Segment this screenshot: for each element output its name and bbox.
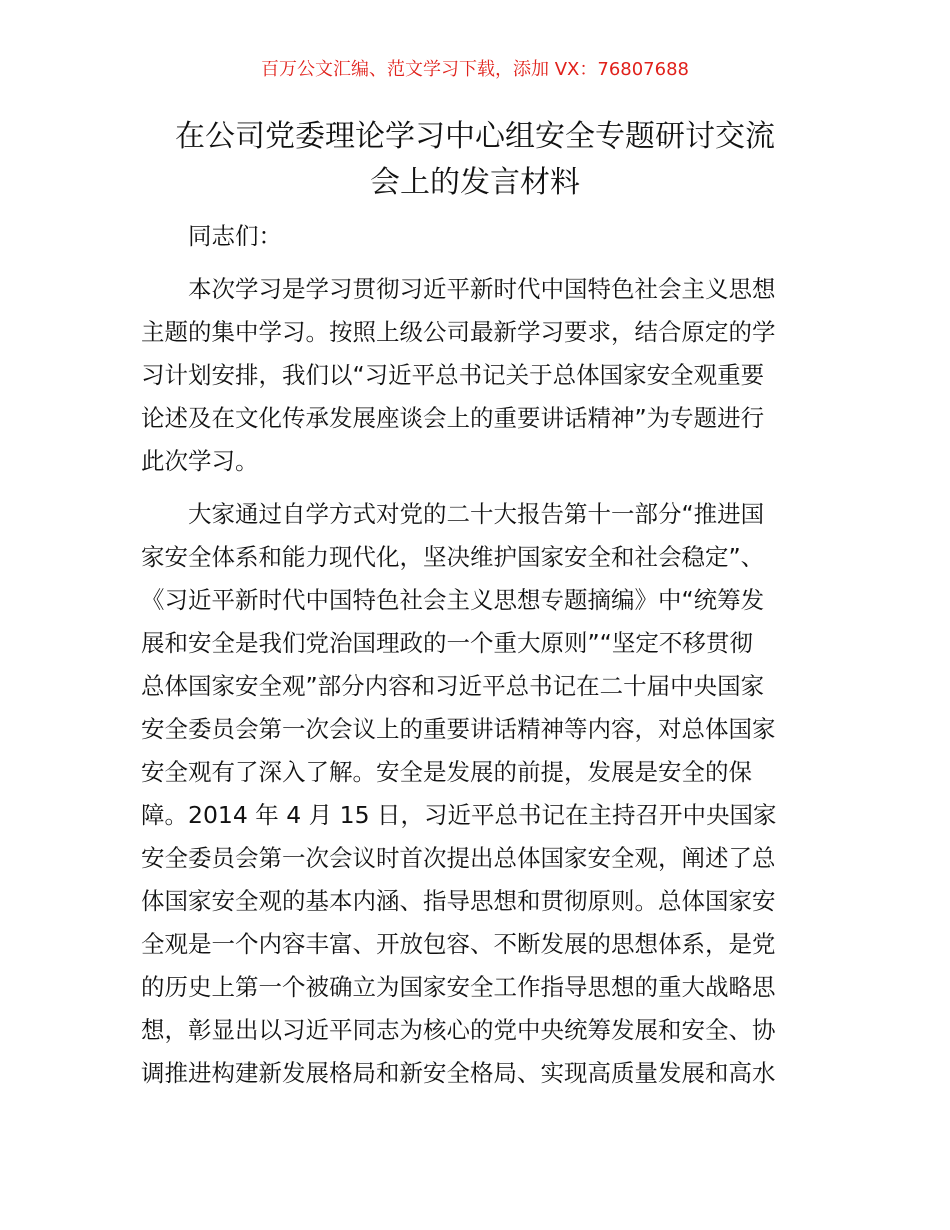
paragraph-2	[141, 493, 811, 1095]
paragraph-line: 安全委员会第一次会议上的重要讲话精神等内容，对总体国家	[141, 715, 776, 743]
document-body	[141, 215, 811, 1095]
paragraph-line: 《习近平新时代中国特色社会主义思想专题摘编》中“统筹发	[141, 586, 765, 614]
paragraph-line: 安全观有了深入了解。安全是发展的前提，发展是安全的保	[141, 758, 752, 786]
paragraph-line: 主题的集中学习。按照上级公司最新学习要求，结合原定的学	[141, 318, 776, 346]
paragraph-line: 总体国家安全观”部分内容和习近平总书记在二十届中央国家	[141, 672, 765, 700]
paragraph-line: 此次学习。	[141, 447, 259, 475]
paragraph-line: 展和安全是我们党治国理政的一个重大原则”“坚定不移贯彻	[141, 629, 753, 657]
paragraph-line: 本次学习是学习贯彻习近平新时代中国特色社会主义思想	[188, 275, 776, 303]
paragraph-line: 习计划安排，我们以“习近平总书记关于总体国家安全观重要	[141, 361, 765, 389]
greeting-text: 同志们：	[188, 222, 282, 250]
greeting	[141, 215, 811, 258]
paragraph-1	[141, 268, 811, 483]
paragraph-line: 家安全体系和能力现代化，坚决维护国家安全和社会稳定”、	[141, 543, 765, 571]
paragraph-line: 论述及在文化传承发展座谈会上的重要讲话精神”为专题进行	[141, 404, 765, 432]
paragraph-line: 安全委员会第一次会议时首次提出总体国家安全观，阐述了总	[141, 844, 776, 872]
paragraph-line: 大家通过自学方式对党的二十大报告第十一部分“推进国	[188, 500, 765, 528]
watermark-header: 百万公文汇编、范文学习下载，添加 VX：76807688	[261, 59, 689, 80]
paragraph-line: 障。2014 年 4 月 15 日，习近平总书记在主持召开中央国家	[141, 801, 777, 829]
paragraph-line: 体国家安全观的基本内涵、指导思想和贯彻原则。总体国家安	[141, 887, 776, 915]
paragraph-line: 调推进构建新发展格局和新安全格局、实现高质量发展和高水	[141, 1059, 776, 1087]
paragraph-line: 的历史上第一个被确立为国家安全工作指导思想的重大战略思	[141, 973, 776, 1001]
document-title	[140, 114, 810, 206]
paragraph-line: 全观是一个内容丰富、开放包容、不断发展的思想体系，是党	[141, 930, 776, 958]
title-line-1: 在公司党委理论学习中心组安全专题研讨交流	[175, 119, 775, 154]
paragraph-line: 想，彰显出以习近平同志为核心的党中央统筹发展和安全、协	[141, 1016, 776, 1044]
title-line-2: 会上的发言材料	[370, 165, 580, 200]
